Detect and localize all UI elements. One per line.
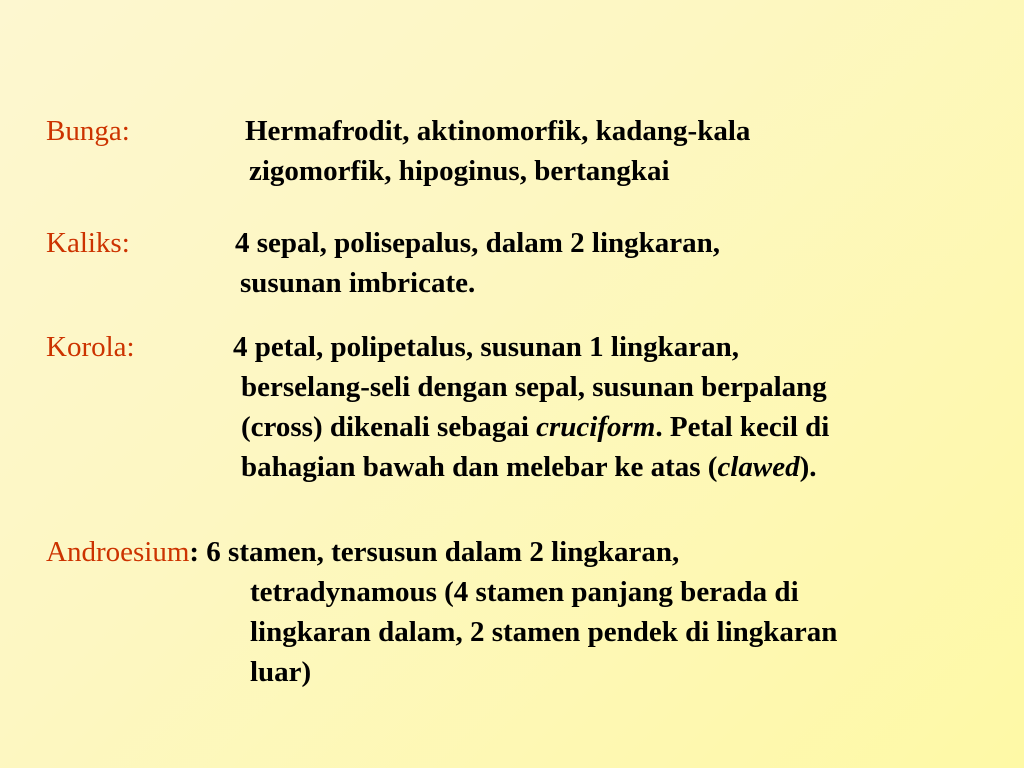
androesium-label: Androesium <box>46 536 190 568</box>
korola-cruciform-term: cruciform <box>536 411 656 443</box>
korola-line-4-start: bahagian bawah dan melebar ke atas ( <box>241 451 718 483</box>
kaliks-line-2: susunan imbricate. <box>240 267 476 299</box>
korola-clawed-term: clawed <box>717 451 800 483</box>
korola-line-1: 4 petal, polipetalus, susunan 1 lingkaran, <box>233 331 740 363</box>
korola-line-3 <box>241 410 829 444</box>
korola-line-4-end: ). <box>799 451 817 483</box>
androesium-line-2: tetradynamous (4 stamen panjang berada di <box>250 576 799 608</box>
androesium-line-1-text: : 6 stamen, tersusun dalam 2 lingkaran, <box>189 536 680 568</box>
androesium-line-1 <box>46 535 679 569</box>
korola-line-2: berselang-seli dengan sepal, susunan berpalang <box>241 371 827 403</box>
bunga-line-2: zigomorfik, hipoginus, bertangkai <box>249 155 670 187</box>
androesium-line-4: luar) <box>250 656 312 688</box>
androesium-line-3: lingkaran dalam, 2 stamen pendek di lingkaran <box>250 616 838 648</box>
kaliks-label: Kaliks: <box>46 227 130 259</box>
korola-line-4 <box>241 450 817 484</box>
kaliks-line-1: 4 sepal, polisepalus, dalam 2 lingkaran, <box>235 227 721 259</box>
bunga-line-1: Hermafrodit, aktinomorfik, kadang-kala <box>245 115 751 147</box>
korola-line-3-start: (cross) dikenali sebagai <box>241 411 537 443</box>
korola-label: Korola: <box>46 331 135 363</box>
korola-line-3-end: . Petal kecil di <box>655 411 830 443</box>
bunga-label: Bunga: <box>46 115 130 147</box>
